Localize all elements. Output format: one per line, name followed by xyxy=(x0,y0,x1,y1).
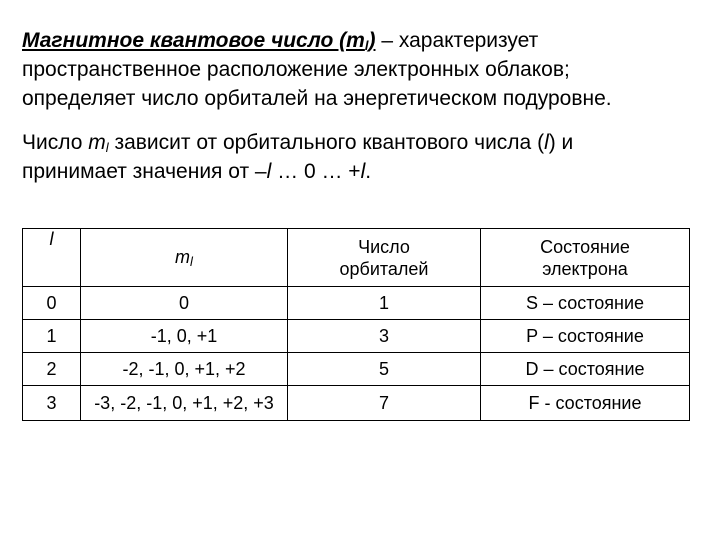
header-l: l xyxy=(23,229,81,287)
cell-ml: -2, -1, 0, +1, +2 xyxy=(81,353,288,386)
table-header-row xyxy=(23,229,690,287)
cell-state: D – состояние xyxy=(481,353,690,386)
cell-count: 1 xyxy=(288,287,481,320)
table-row xyxy=(23,287,690,320)
cell-ml: 0 xyxy=(81,287,288,320)
header-electron-state: Состояние электрона xyxy=(481,229,690,287)
dependence-paragraph: Число $m_l$ зависит от орбитального квантового числа (l) и принимает значения от –l … 0 … +l. xyxy=(22,131,574,183)
cell-count: 3 xyxy=(288,320,481,353)
header-ml: $m_l$ xyxy=(81,229,288,287)
cell-ml: -3, -2, -1, 0, +1, +2, +3 xyxy=(81,386,288,421)
definition-paragraph: Магнитное квантовое число $(m_l)$ – характеризует пространственное расположение электронных облаков; определяет число орбиталей на энергетическом подуровне. xyxy=(22,29,612,110)
header-orbital-count: Число орбиталей xyxy=(288,229,481,287)
cell-l: 3 xyxy=(23,386,81,421)
cell-l: 1 xyxy=(23,320,81,353)
cell-state: F - состояние xyxy=(481,386,690,421)
cell-state: P – состояние xyxy=(481,320,690,353)
table-row xyxy=(23,353,690,386)
quantum-number-table xyxy=(22,228,690,421)
cell-l: 2 xyxy=(23,353,81,386)
table-row xyxy=(23,386,690,421)
cell-l: 0 xyxy=(23,287,81,320)
table-row xyxy=(23,320,690,353)
term-title: Магнитное квантовое число $(m_l)$ xyxy=(22,29,376,53)
cell-ml: -1, 0, +1 xyxy=(81,320,288,353)
cell-count: 7 xyxy=(288,386,481,421)
cell-count: 5 xyxy=(288,353,481,386)
cell-state: S – состояние xyxy=(481,287,690,320)
